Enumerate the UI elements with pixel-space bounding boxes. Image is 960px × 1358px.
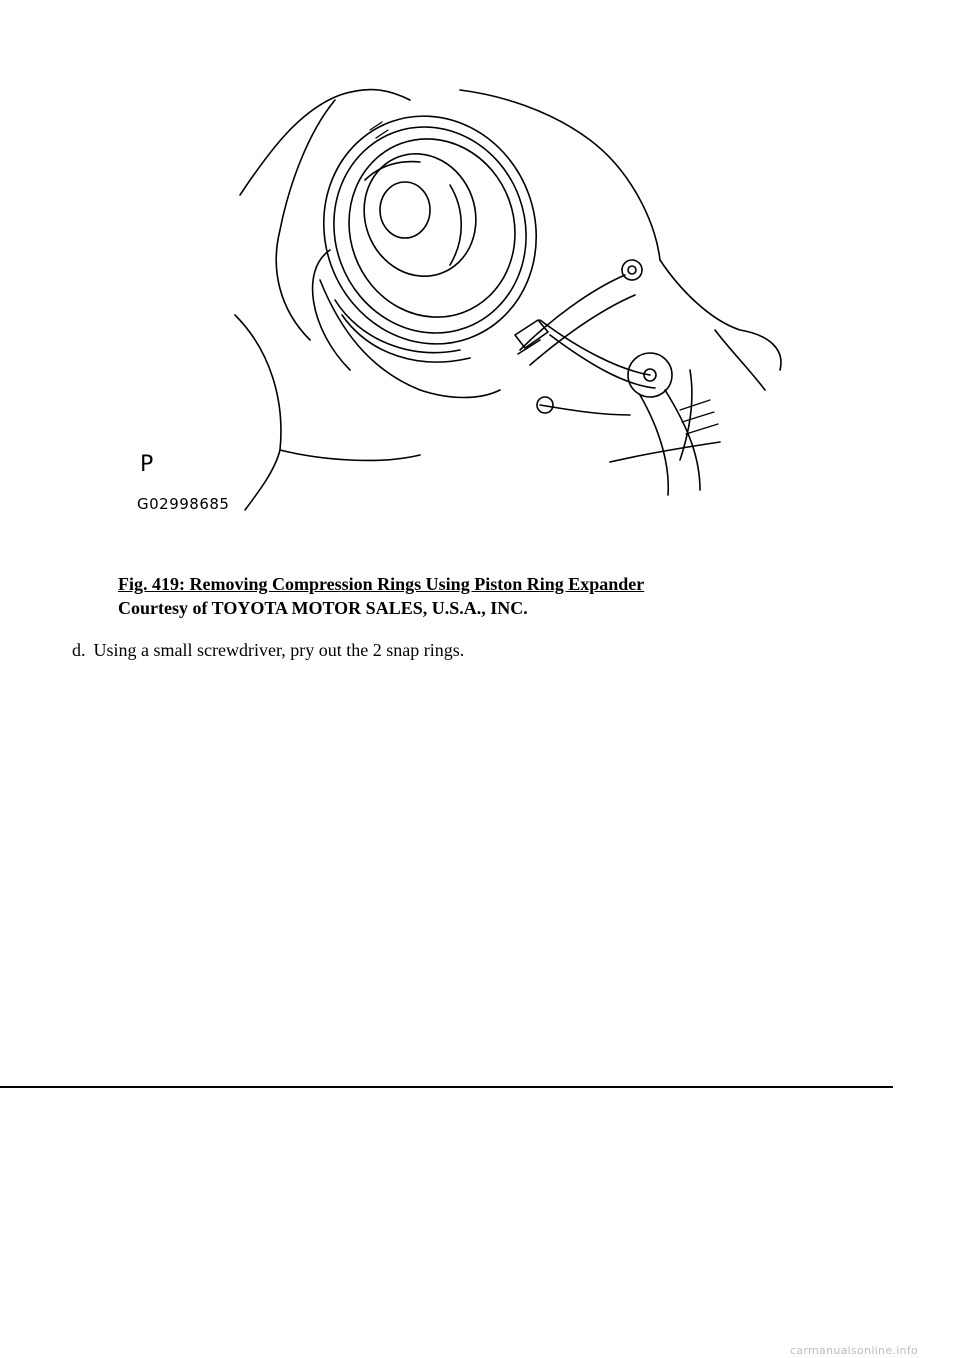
step-text: Using a small screwdriver, pry out the 2 snap rings. [93, 640, 465, 660]
figure-letter-label: P [140, 452, 154, 477]
figure-code-label: G02998685 [137, 495, 230, 513]
figure-credit: Courtesy of TOYOTA MOTOR SALES, U.S.A., INC. [118, 598, 528, 618]
site-watermark: carmanualsonline.info [790, 1344, 919, 1357]
illustration-drawing [120, 70, 800, 530]
figure-caption [118, 572, 644, 620]
page-divider [0, 1086, 893, 1088]
step-marker: d. [72, 640, 86, 660]
piston-ring-expander-illustration [120, 70, 800, 530]
procedure-step [72, 638, 464, 662]
figure-title: Fig. 419: Removing Compression Rings Using Piston Ring Expander [118, 574, 645, 594]
